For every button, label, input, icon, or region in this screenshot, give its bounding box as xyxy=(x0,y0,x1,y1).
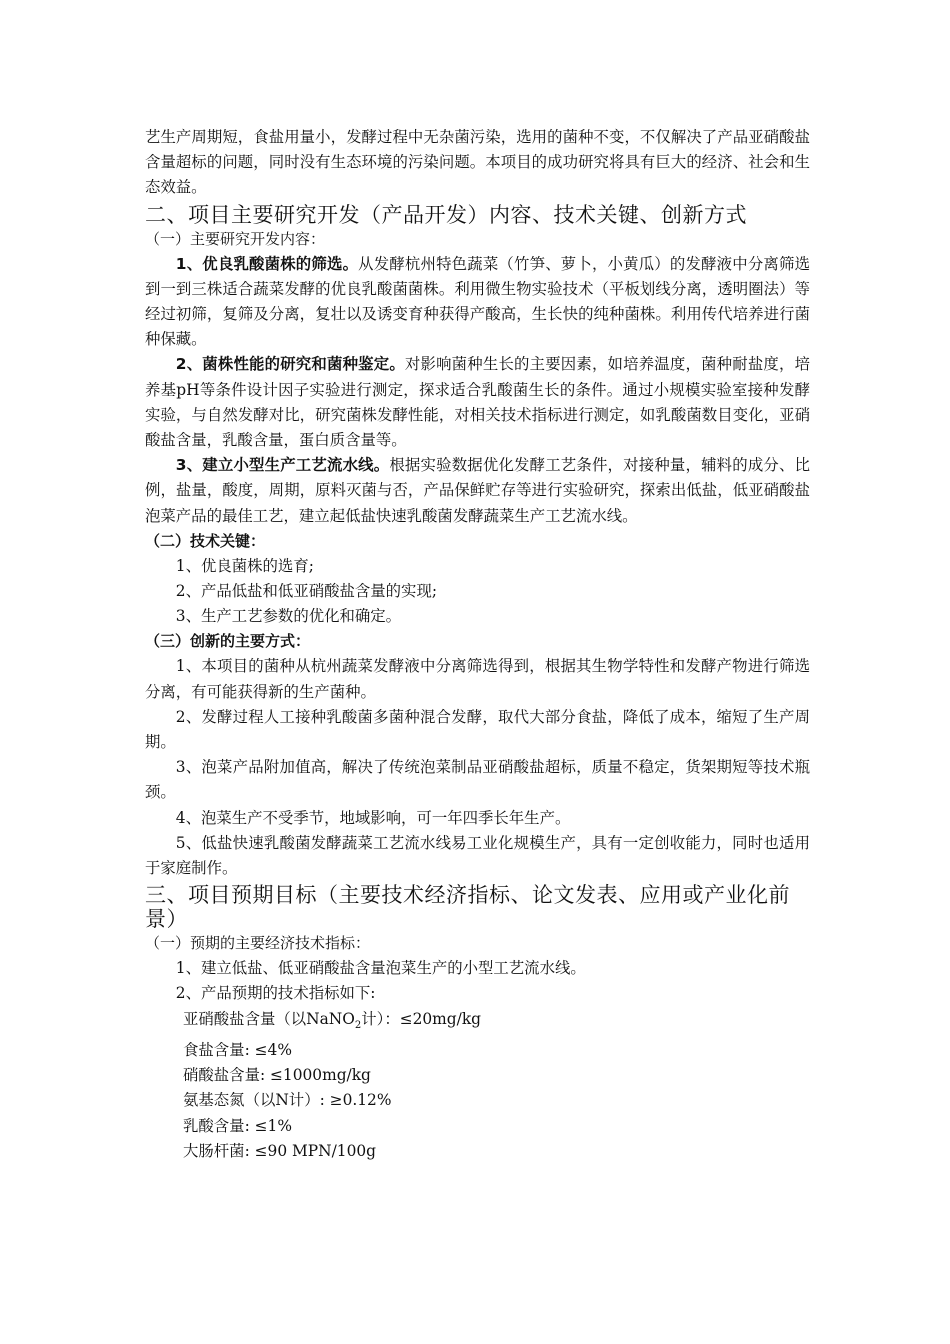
section-3-title: 三、项目预期目标（主要技术经济指标、论文发表、应用或产业化前景） xyxy=(145,883,790,932)
spec-coliform: 大肠杆菌: ≤90 MPN/100g xyxy=(183,1141,377,1160)
spec-nitrite-post: 计）：≤20mg/kg xyxy=(361,1009,481,1028)
section-2-title: 二、项目主要研究开发（产品开发）内容、技术关键、创新方式 xyxy=(145,202,747,227)
content-item-1-text: 从发酵杭州特色蔬菜（竹笋、萝卜，小黄瓜）的发酵液中分离筛选到一到三株适合蔬菜发酵的优良乳酸菌菌株。利用微生物实验技术（平板划线分离，透明圈法）等经过初筛，复筛及分离，复壮以及诱变育种获得产酸高，生长快的纯种菌株。利用传代培养进行菌种保藏。 xyxy=(145,254,810,349)
spec-nitrite-pre: 亚硝酸盐含量（以NaNO xyxy=(183,1009,355,1028)
innovation-item-2: 2、发酵过程人工接种乳酸菌多菌种混合发酵，取代大部分食盐，降低了成本，缩短了生产周期。 xyxy=(145,707,810,752)
spec-nitrite xyxy=(145,1007,810,1038)
key-heading: （二）技术关键： xyxy=(145,531,266,550)
content-item-3-text: 根据实验数据优化发酵工艺条件，对接种量，辅料的成分、比例，盐量，酸度，周期，原料灭菌与否，产品保鲜贮存等进行实验研究，探索出低盐，低亚硝酸盐泡菜产品的最佳工艺，建立起低盐快速乳酸菌发酵蔬菜生产工艺流水线。 xyxy=(145,456,810,525)
content-item-3 xyxy=(145,453,810,529)
innovation-item-1: 1、本项目的菌种从杭州蔬菜发酵液中分离筛选得到，根据其生物学特性和发酵产物进行筛选分离，有可能获得新的生产菌种。 xyxy=(145,657,810,701)
content-item-1-lead: 1、优良乳酸菌株的筛选。 xyxy=(175,254,359,273)
key-item-2: 2、产品低盐和低亚硝酸盐含量的实现; xyxy=(175,582,438,601)
content-item-3-lead: 3、建立小型生产工艺流水线。 xyxy=(175,456,390,475)
innovation-item-3: 3、泡菜产品附加值高，解决了传统泡菜制品亚硝酸盐超标，质量不稳定，货架期短等技术瓶颈。 xyxy=(145,758,810,802)
document-page xyxy=(145,125,810,1164)
indicator-line-1: 1、建立低盐、低亚硝酸盐含量泡菜生产的小型工艺流水线。 xyxy=(175,959,586,978)
intro-paragraph: 艺生产周期短，食盐用量小，发酵过程中无杂菌污染，选用的菌种不变，不仅解决了产品亚硝酸盐含量超标的问题，同时没有生态环境的污染问题。本项目的成功研究将具有巨大的经济、社会和生态效益。 xyxy=(145,128,810,197)
innovation-item-4: 4、泡菜生产不受季节，地域影响，可一年四季长年生产。 xyxy=(175,808,571,827)
key-item-1: 1、优良菌株的选育; xyxy=(175,556,314,575)
spec-nitrate: 硝酸盐含量: ≤1000mg/kg xyxy=(183,1066,371,1085)
spec-nitrite-sub: 2 xyxy=(354,1019,362,1031)
innovation-heading: （三）创新的主要方式： xyxy=(145,632,311,651)
content-heading: （一）主要研究开发内容： xyxy=(145,229,326,248)
key-item-3: 3、生产工艺参数的优化和确定。 xyxy=(175,607,402,626)
content-item-2 xyxy=(145,352,810,453)
innovation-item-5: 5、低盐快速乳酸菌发酵蔬菜工艺流水线易工业化规模生产，具有一定创收能力，同时也适用于家庭制作。 xyxy=(145,833,810,878)
content-item-1 xyxy=(145,252,810,353)
content-item-2-lead: 2、菌株性能的研究和菌种鉴定。 xyxy=(175,355,405,374)
indicator-line-2: 2、产品预期的技术指标如下: xyxy=(175,984,376,1003)
content-item-2-text: 对影响菌种生长的主要因素，如培养温度，菌种耐盐度，培养基pH等条件设计因子实验进行测定，探求适合乳酸菌生长的条件。通过小规模实验室接种发酵实验，与自然发酵对比，研究菌株发酵性能，对相关技术指标进行测定，如乳酸菌数目变化，亚硝酸盐含量，乳酸含量，蛋白质含量等。 xyxy=(145,355,810,450)
indicators-heading: （一）预期的主要经济技术指标： xyxy=(145,934,371,953)
spec-amino-nitrogen: 氨基态氮（以N计）: ≥0.12% xyxy=(183,1091,392,1110)
spec-lactic-acid: 乳酸含量: ≤1% xyxy=(183,1116,292,1135)
spec-salt: 食盐含量: ≤4% xyxy=(183,1040,292,1059)
